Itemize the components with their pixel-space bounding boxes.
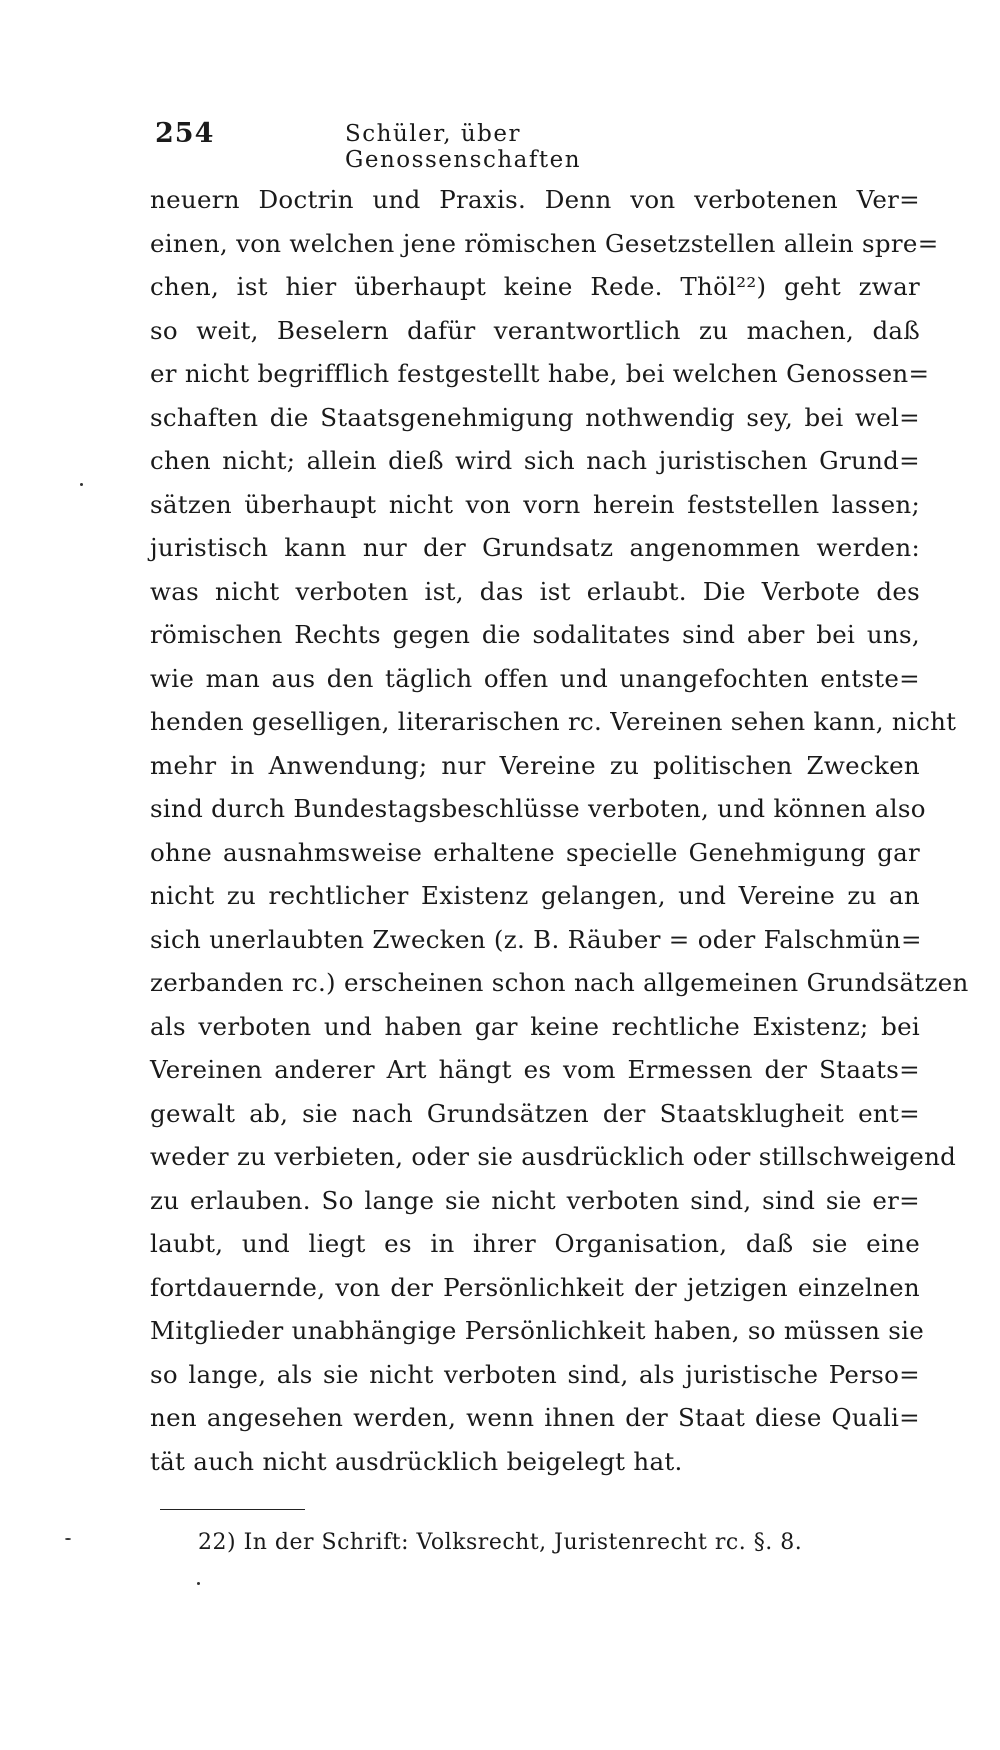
text-line: er nicht begrifflich festgestellt habe, bei welchen Genossen= (150, 359, 930, 388)
text-line: henden geselligen, literarischen rc. Vereinen sehen kann, nicht (150, 707, 957, 736)
text-line: fortdauernde, von der Persönlichkeit der jetzigen einzelnen (150, 1272, 920, 1302)
text-line: sätzen überhaupt nicht von vorn herein feststellen lassen; (150, 489, 920, 519)
text-line: als verboten und haben gar keine rechtliche Existenz; bei (150, 1011, 920, 1041)
text-line: wie man aus den täglich offen und unangefochten entste= (150, 663, 920, 693)
text-line: nicht zu rechtlicher Existenz gelangen, und Vereine zu an (150, 881, 920, 910)
text-line: mehr in Anwendung; nur Vereine zu politischen Zwecken (150, 750, 920, 780)
text-line: nen angesehen werden, wenn ihnen der Staat diese Quali= (150, 1403, 920, 1432)
text-line: sind durch Bundestagsbeschlüsse verboten, und können also (150, 794, 926, 823)
text-line: laubt, und liegt es in ihrer Organisation, daß sie eine (150, 1229, 920, 1258)
text-line: so weit, Beselern dafür verantwortlich zu machen, daß (150, 315, 920, 345)
print-speck (197, 1582, 200, 1585)
text-line: tät auch nicht ausdrücklich beigelegt hat. (150, 1446, 683, 1476)
text-line: zu erlauben. So lange sie nicht verboten sind, sind sie er= (150, 1185, 920, 1215)
text-line: einen, von welchen jene römischen Gesetzstellen allein spre= (150, 228, 939, 258)
text-line: chen, ist hier überhaupt keine Rede. Thöl²²) geht zwar (150, 272, 920, 301)
text-line: chen nicht; allein dieß wird sich nach juristischen Grund= (150, 446, 920, 475)
text-line: weder zu verbieten, oder sie ausdrücklich oder stillschweigend (150, 1142, 957, 1171)
text-line: sich unerlaubten Zwecken (z. B. Räuber = oder Falschmün= (150, 924, 922, 954)
text-line: Vereinen anderer Art hängt es vom Ermessen der Staats= (150, 1055, 920, 1084)
text-line: ohne ausnahmsweise erhaltene specielle Genehmigung gar (150, 837, 920, 867)
text-line: römischen Rechts gegen die sodalitates sind aber bei uns, (150, 620, 920, 649)
page-number: 254 (155, 118, 215, 149)
print-speck (80, 483, 83, 486)
body-text (150, 178, 969, 1483)
print-speck (65, 1538, 71, 1540)
running-head: Schüler, über Genossenschaften (345, 121, 582, 173)
text-line: gewalt ab, sie nach Grundsätzen der Staatsklugheit ent= (150, 1098, 920, 1128)
text-line: juristisch kann nur der Grundsatz angenommen werden: (150, 533, 920, 562)
text-line: zerbanden rc.) erscheinen schon nach allgemeinen Grundsätzen (150, 968, 969, 997)
text-line: schaften die Staatsgenehmigung nothwendig sey, bei wel= (150, 402, 920, 432)
page-header (155, 118, 745, 173)
text-line: so lange, als sie nicht verboten sind, als juristische Perso= (150, 1359, 920, 1389)
text-line: was nicht verboten ist, das ist erlaubt. Die Verbote des (150, 576, 920, 606)
text-line: neuern Doctrin und Praxis. Denn von verbotenen Ver= (150, 185, 920, 214)
footnote-rule (160, 1509, 305, 1510)
footnote: 22) In der Schrift: Volksrecht, Juristenrecht rc. §. 8. (198, 1530, 803, 1555)
text-line: Mitglieder unabhängige Persönlichkeit haben, so müssen sie (150, 1316, 925, 1345)
